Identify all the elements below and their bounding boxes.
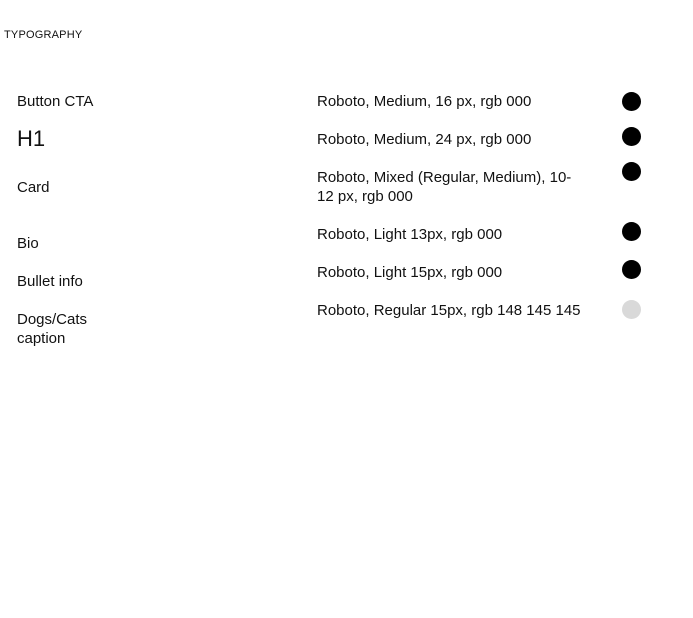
style-name: H1 bbox=[17, 126, 46, 151]
style-name: Button CTA bbox=[17, 93, 94, 110]
color-swatch bbox=[622, 92, 641, 111]
color-swatch bbox=[622, 162, 641, 181]
color-swatch bbox=[622, 260, 641, 279]
style-spec: Roboto, Medium, 24 px, rgb 000 bbox=[317, 131, 532, 148]
style-name: Card bbox=[17, 179, 50, 196]
style-name: Bio bbox=[17, 235, 39, 252]
style-spec: Roboto, Light 13px, rgb 000 bbox=[317, 226, 503, 243]
color-swatch bbox=[622, 127, 641, 146]
style-spec: Roboto, Medium, 16 px, rgb 000 bbox=[317, 93, 532, 110]
style-name: Dogs/Cats caption bbox=[17, 311, 88, 347]
color-swatch bbox=[622, 300, 641, 319]
style-name: Bullet info bbox=[17, 273, 83, 290]
color-swatch bbox=[622, 222, 641, 241]
section-title: TYPOGRAPHY bbox=[4, 29, 83, 41]
style-spec: Roboto, Regular 15px, rgb 148 145 145 bbox=[317, 302, 581, 319]
style-spec: Roboto, Light 15px, rgb 000 bbox=[317, 264, 503, 281]
style-spec: Roboto, Mixed (Regular, Medium), 10-12 px, rgb 000 bbox=[317, 169, 572, 205]
